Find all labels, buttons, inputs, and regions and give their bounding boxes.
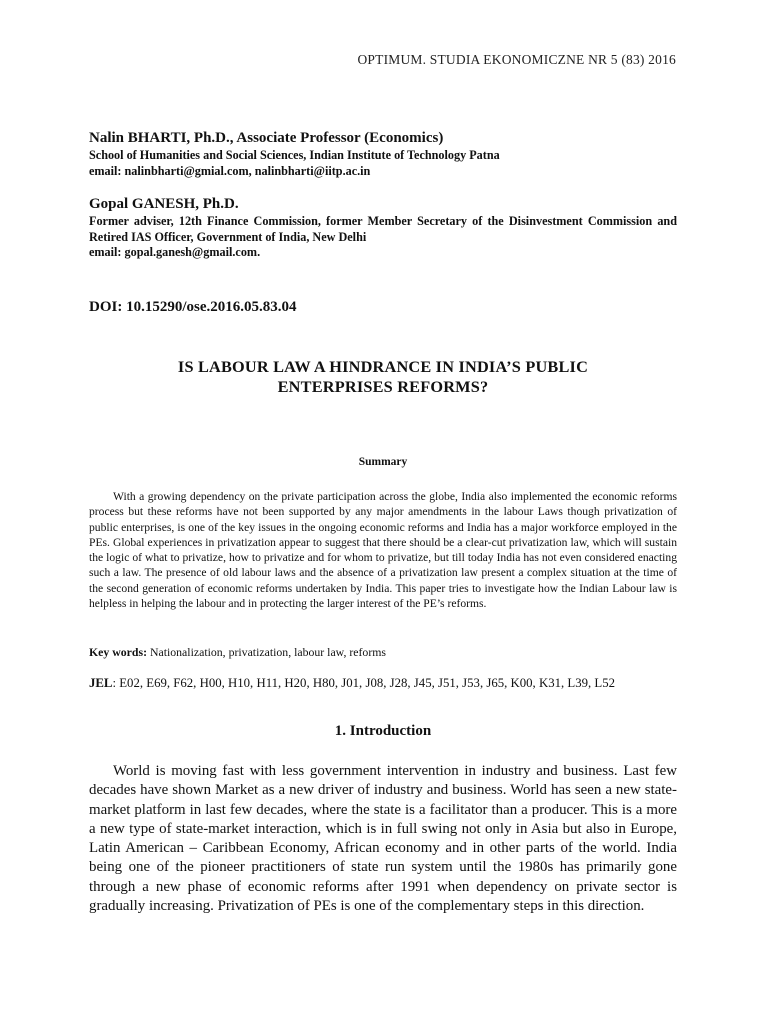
paper-title: [89, 357, 677, 397]
author-name: Nalin BHARTI, Ph.D., Associate Professor (Economics): [89, 130, 444, 146]
author-affiliation: Former adviser, 12th Finance Commission, former Member Secretary of the Disinvestment Commission and Retired IAS Officer, Government of India, New Delhi: [89, 214, 677, 244]
introduction-text: World is moving fast with less government intervention in industry and business. Last few decades have shown Market as a new driver of industry and business. World has seen a new state-market platform in last few decades, where the state is a facilitator than a producer. This is a more a new type of state-market interaction, which is in full swing not only in Asia but also in Europe, Latin American – Caribbean Economy, African economy and in other parts of the world. India being one of the pioneer practitioners of state run system until the 1980s has primarily gone through a new phase of economic reforms after 1991 when dependency on private sector is gradually increasing. Privatization of PEs is one of the complementary steps in this direction.: [89, 763, 677, 915]
author-affiliation: School of Humanities and Social Sciences, Indian Institute of Technology Patna: [89, 148, 500, 162]
author-name: Gopal GANESH, Ph.D.: [89, 196, 239, 212]
keywords-line: [89, 645, 677, 660]
doi-value: : 10.15290/ose.2016.05.83.04: [117, 299, 297, 315]
jel-line: [89, 676, 677, 691]
author-email: email: gopal.ganesh@gmail.com.: [89, 245, 261, 259]
paper-title-line-2: ENTERPRISES REFORMS?: [277, 377, 489, 396]
keywords-value: Nationalization, privatization, labour law, reforms: [147, 645, 387, 659]
paper-title-line-1: IS LABOUR LAW A HINDRANCE IN INDIA’S PUBLIC: [177, 357, 589, 376]
author-block-1: [89, 129, 677, 179]
keywords-label: Key words:: [89, 645, 147, 659]
jel-value: : E02, E69, F62, H00, H10, H11, H20, H80, J01, J08, J28, J45, J51, J53, J65, K00, K31, L39, L52: [112, 676, 616, 690]
journal-header: OPTIMUM. STUDIA EKONOMICZNE NR 5 (83) 2016: [357, 52, 676, 67]
doi-label: DOI: [89, 299, 118, 315]
author-email: email: nalinbharti@gmial.com, nalinbharti@iitp.ac.in: [89, 163, 371, 178]
author-block-2: [89, 195, 677, 261]
jel-label: JEL: [89, 676, 113, 690]
section-heading-introduction: 1. Introduction: [334, 723, 432, 739]
doi-line: [89, 299, 297, 316]
summary-heading: Summary: [358, 456, 408, 468]
summary-text: With a growing dependency on the private participation across the globe, India also implemented the economic reforms process but these reforms have not been supported by any major amendments in the labour Laws though privatization of public enterprises, is one of the key issues in the ongoing economic reforms and India has a major workforce employed in the PEs. Global experiences in privatization appear to suggest that there should be a clear-cut privatization law, which will sustain the logic of what to privatize, how to privatize and for whom to privatize, but till today India has not even considered enacting such a law. The presence of old labour laws and the absence of a privatization law present a complex situation at the time of the second generation of economic reforms undertaken by India. This paper tries to investigate how the Indian Labour law is helpless in helping the labour and in protecting the larger interest of the PE’s reforms.: [89, 490, 677, 611]
